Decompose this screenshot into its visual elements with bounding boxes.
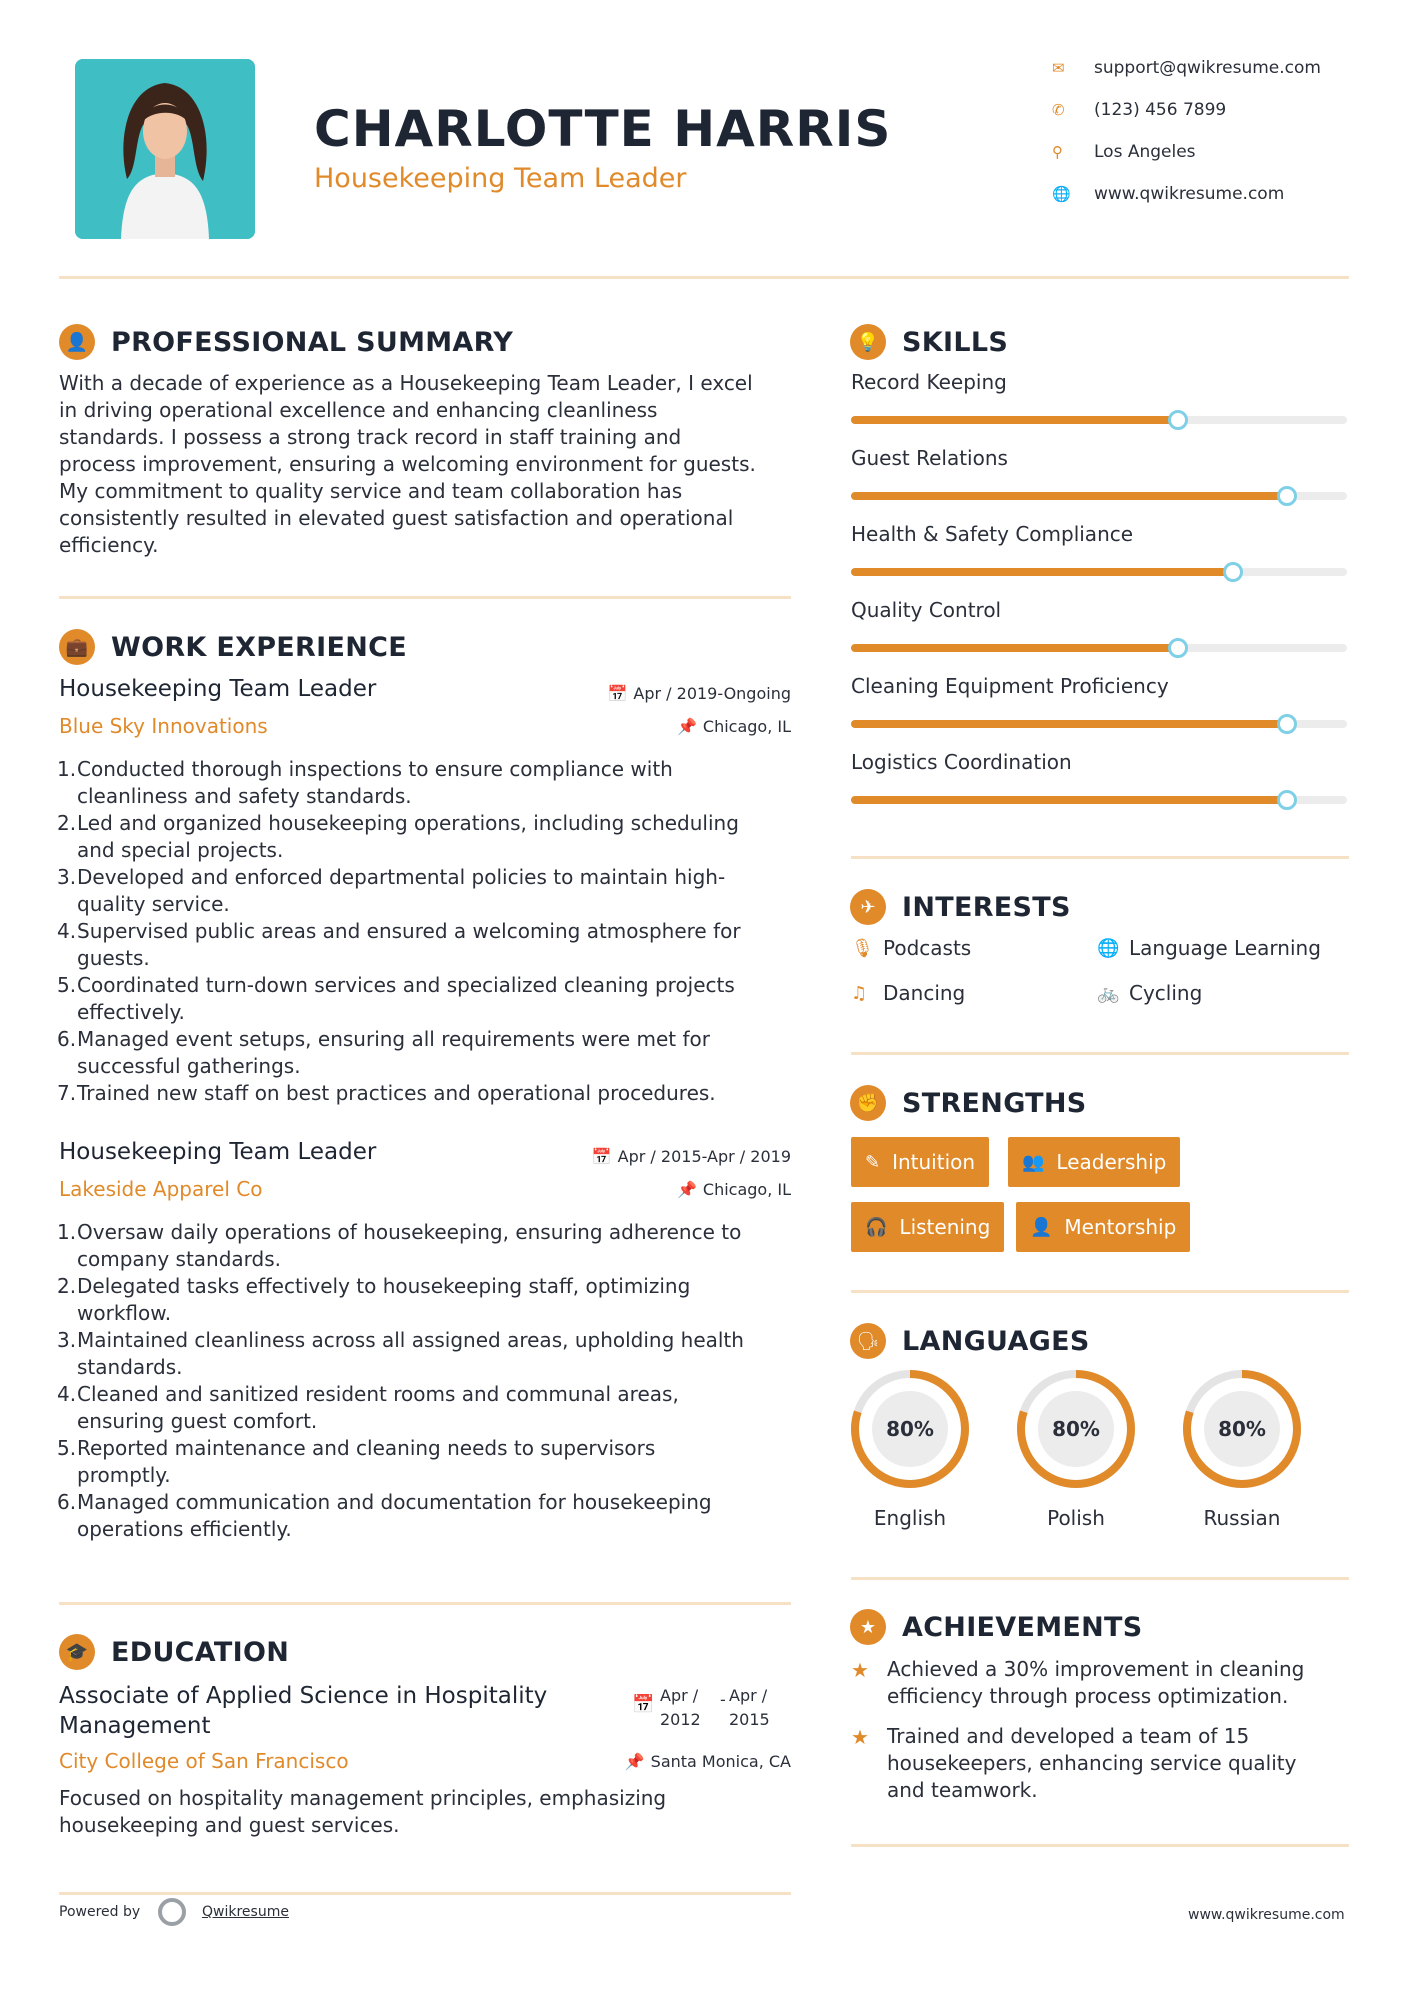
languages-divider: [851, 1577, 1349, 1580]
summary-line: My commitment to quality service and team collaboration has: [59, 479, 683, 503]
strength-chip: 👥 Leadership: [1008, 1137, 1180, 1187]
skill-bar: [851, 492, 1347, 500]
user-plus-icon: 👤: [1030, 1216, 1053, 1238]
music-note-icon: ♫: [851, 982, 868, 1004]
users-icon: 👥: [1022, 1151, 1045, 1173]
skills-title: SKILLS: [902, 326, 1009, 358]
fist-icon: ✊: [850, 1085, 886, 1121]
education-location: [560, 1752, 791, 1771]
interests-title: INTERESTS: [902, 891, 1071, 923]
language-name: Russian: [1203, 1506, 1281, 1530]
education-date-end: Apr / 2015: [729, 1686, 770, 1729]
language-ring: [1015, 1368, 1137, 1490]
strength-chip: ✎ Intuition: [851, 1137, 989, 1187]
skill-label: Cleaning Equipment Proficiency: [851, 674, 1169, 698]
language-item: [1181, 1368, 1303, 1530]
skill-label: Guest Relations: [851, 446, 1008, 470]
skill-bar-fill: [851, 568, 1233, 576]
calendar-icon: 📅: [607, 684, 628, 703]
job-date: [560, 684, 791, 703]
duty-item: 4. Cleaned and sanitized resident rooms and communal areas, ensuring guest comfort.: [57, 1382, 679, 1433]
summary-line: in driving operational excellence and enhancing cleanliness: [59, 398, 658, 422]
languages-heading: [850, 1323, 1090, 1359]
summary-line: consistently resulted in elevated guest satisfaction and operational: [59, 506, 734, 530]
skill-label: Logistics Coordination: [851, 750, 1072, 774]
education-location-text: Santa Monica, CA: [650, 1752, 791, 1771]
star-icon: ★: [851, 1725, 869, 1749]
candidate-title: Housekeeping Team Leader: [314, 163, 687, 194]
summary-text: [59, 370, 799, 559]
summary-line: With a decade of experience as a Housekeeping Team Leader, I excel: [59, 371, 753, 395]
language-ring: [1181, 1368, 1303, 1490]
contact-location-text: Los Angeles: [1094, 142, 1196, 162]
job-company: Blue Sky Innovations: [59, 714, 268, 738]
job-date-text: Apr / 2015-Apr / 2019: [617, 1147, 791, 1166]
job-duties: [59, 1219, 799, 1543]
footer-website[interactable]: www.qwikresume.com: [1188, 1907, 1345, 1923]
skill-bar-fill: [851, 416, 1178, 424]
skill-bar: [851, 644, 1347, 652]
job-location-text: Chicago, IL: [702, 1180, 791, 1199]
person-portrait-icon: [75, 59, 255, 239]
user-icon: 👤: [59, 324, 95, 360]
summary-heading: [59, 324, 513, 360]
globe-icon: 🌐: [1097, 937, 1120, 959]
candidate-name: CHARLOTTE HARRIS: [314, 100, 892, 158]
language-percent: 80%: [1218, 1417, 1266, 1441]
language-percent: 80%: [886, 1417, 934, 1441]
strengths-divider: [851, 1290, 1349, 1293]
duty-item: 1. Oversaw daily operations of housekeeping, ensuring adherence to company standards.: [57, 1220, 742, 1271]
duty-item: 2. Led and organized housekeeping operations, including scheduling and special projects.: [57, 811, 739, 862]
degree-title: Associate of Applied Science in Hospitality Management: [59, 1683, 548, 1739]
footer-divider: [59, 1892, 791, 1895]
brand-link[interactable]: Qwikresume: [202, 1904, 289, 1920]
interest-item: 🌐 Language Learning: [1097, 936, 1321, 960]
duty-item: 5. Reported maintenance and cleaning needs to supervisors promptly.: [57, 1436, 656, 1487]
duty-item: 5. Coordinated turn-down services and specialized cleaning projects effectively.: [57, 973, 735, 1024]
microphone-icon: 🎙: [851, 937, 874, 959]
graduation-cap-icon: 🎓: [59, 1634, 95, 1670]
skill-bar-knob: [1168, 638, 1188, 658]
strengths-heading: [850, 1085, 1087, 1121]
education-description: Focused on hospitality management principles, emphasizing housekeeping and guest services.: [59, 1786, 667, 1837]
qwikresume-logo-icon: [158, 1898, 186, 1926]
contact-phone[interactable]: [1052, 100, 1372, 120]
language-item: [849, 1368, 971, 1530]
duty-item: 4. Supervised public areas and ensured a welcoming atmosphere for guests.: [57, 919, 741, 970]
skill-bar-fill: [851, 492, 1287, 500]
education-heading: [59, 1634, 289, 1670]
school-name: City College of San Francisco: [59, 1749, 349, 1773]
skills-divider: [851, 856, 1349, 859]
contact-email-text: support@qwikresume.com: [1094, 58, 1321, 78]
interest-item: ♫ Dancing: [851, 981, 966, 1005]
contact-location: [1052, 142, 1372, 162]
job-location: [560, 717, 791, 736]
contact-email[interactable]: [1052, 58, 1372, 78]
work-divider: [59, 1602, 791, 1605]
summary-line: standards. I possess a strong track record in staff training and: [59, 425, 682, 449]
skill-bar-knob: [1168, 410, 1188, 430]
summary-line: efficiency.: [59, 533, 159, 557]
duty-item: 1. Conducted thorough inspections to ensure compliance with cleanliness and safety standards.: [57, 757, 673, 808]
calendar-icon: 📅: [591, 1147, 612, 1166]
languages-title: LANGUAGES: [902, 1325, 1090, 1357]
pin-icon: 📌: [676, 1180, 697, 1199]
duty-item: 3. Developed and enforced departmental policies to maintain high- quality service.: [57, 865, 726, 916]
achievements-divider: [851, 1844, 1349, 1847]
job-title: Housekeeping Team Leader: [59, 676, 377, 702]
language-name: Polish: [1047, 1506, 1105, 1530]
phone-icon: ✆: [1052, 101, 1065, 119]
lightbulb-icon: 💡: [850, 324, 886, 360]
pin-icon: 📌: [624, 1752, 645, 1771]
skill-bar-knob: [1223, 562, 1243, 582]
envelope-icon: ✉: [1052, 59, 1065, 77]
education-date-dash: -: [720, 1690, 726, 1709]
interest-item: 🚲 Cycling: [1097, 981, 1203, 1005]
interest-item: 🎙 Podcasts: [851, 936, 972, 960]
summary-divider: [59, 596, 791, 599]
language-ring: [849, 1368, 971, 1490]
strengths-title: STRENGTHS: [902, 1087, 1087, 1119]
skill-bar: [851, 416, 1347, 424]
job-location: [560, 1180, 791, 1199]
skill-bar: [851, 568, 1347, 576]
achievements-title: ACHIEVEMENTS: [902, 1611, 1143, 1643]
skills-heading: [850, 324, 1008, 360]
job-location-text: Chicago, IL: [702, 717, 791, 736]
skill-bar-knob: [1277, 790, 1297, 810]
profile-photo: [75, 59, 255, 239]
achievements-heading: [850, 1609, 1143, 1645]
language-name: English: [873, 1506, 947, 1530]
pin-icon: 📌: [676, 717, 697, 736]
skill-bar: [851, 720, 1347, 728]
duty-item: 6. Managed event setups, ensuring all requirements were met for successful gatherings.: [57, 1027, 710, 1078]
summary-line: process improvement, ensuring a welcoming environment for guests.: [59, 452, 756, 476]
strength-chip: 🎧 Listening: [851, 1202, 1004, 1252]
job-date-text: Apr / 2019-Ongoing: [633, 684, 791, 703]
id-card-icon: 🗣: [850, 1323, 886, 1359]
skill-bar-fill: [851, 720, 1287, 728]
skills-list: [851, 370, 1347, 810]
header-divider: [59, 276, 1349, 279]
skill-label: Record Keeping: [851, 370, 1007, 394]
skill-label: Health & Safety Compliance: [851, 522, 1134, 546]
language-percent: 80%: [1052, 1417, 1100, 1441]
interests-heading: [850, 889, 1071, 925]
job-title: Housekeeping Team Leader: [59, 1139, 377, 1165]
work-heading: [59, 629, 407, 665]
duty-item: 3. Maintained cleanliness across all assigned areas, upholding health standards.: [57, 1328, 744, 1379]
work-title: WORK EXPERIENCE: [111, 631, 407, 663]
duty-item: 2. Delegated tasks effectively to housekeeping staff, optimizing workflow.: [57, 1274, 691, 1325]
briefcase-icon: 💼: [59, 629, 95, 665]
job-duties: [59, 756, 799, 1107]
achievement-item: ★ Trained and developed a team of 15 housekeepers, enhancing service quality and teamwork.: [851, 1724, 1297, 1802]
headphones-icon: 🎧: [865, 1216, 888, 1238]
job-date: [530, 1147, 791, 1166]
powered-by-label: Powered by: [59, 1904, 141, 1920]
paper-plane-icon: ✈: [850, 889, 886, 925]
job-company: Lakeside Apparel Co: [59, 1177, 263, 1201]
skill-label: Quality Control: [851, 598, 1002, 622]
contact-website[interactable]: [1052, 184, 1372, 204]
skill-bar-fill: [851, 796, 1287, 804]
calendar-icon: 📅: [632, 1694, 655, 1715]
language-item: [1015, 1368, 1137, 1530]
duty-item: 6. Managed communication and documentation for housekeeping operations efficiently.: [57, 1490, 712, 1541]
globe-icon: 🌐: [1052, 185, 1071, 203]
duty-item: 7. Trained new staff on best practices and operational procedures.: [57, 1081, 716, 1105]
skill-bar-knob: [1277, 714, 1297, 734]
star-icon: ★: [851, 1658, 869, 1682]
bicycle-icon: 🚲: [1097, 982, 1120, 1004]
achievement-item: ★ Achieved a 30% improvement in cleaning efficiency through process optimization.: [851, 1657, 1305, 1708]
skill-bar-knob: [1277, 486, 1297, 506]
star-badge-icon: ★: [850, 1609, 886, 1645]
contact-website-text: www.qwikresume.com: [1094, 184, 1285, 204]
strength-chip: 👤 Mentorship: [1016, 1202, 1190, 1252]
interests-divider: [851, 1052, 1349, 1055]
skill-bar-fill: [851, 644, 1178, 652]
summary-title: PROFESSIONAL SUMMARY: [111, 326, 514, 358]
map-pin-icon: ⚲: [1052, 143, 1063, 161]
contact-phone-text: (123) 456 7899: [1094, 100, 1227, 120]
magic-wand-icon: ✎: [865, 1151, 881, 1173]
education-title: EDUCATION: [111, 1636, 290, 1668]
skill-bar: [851, 796, 1347, 804]
education-date-start: Apr / 2012: [660, 1686, 701, 1729]
